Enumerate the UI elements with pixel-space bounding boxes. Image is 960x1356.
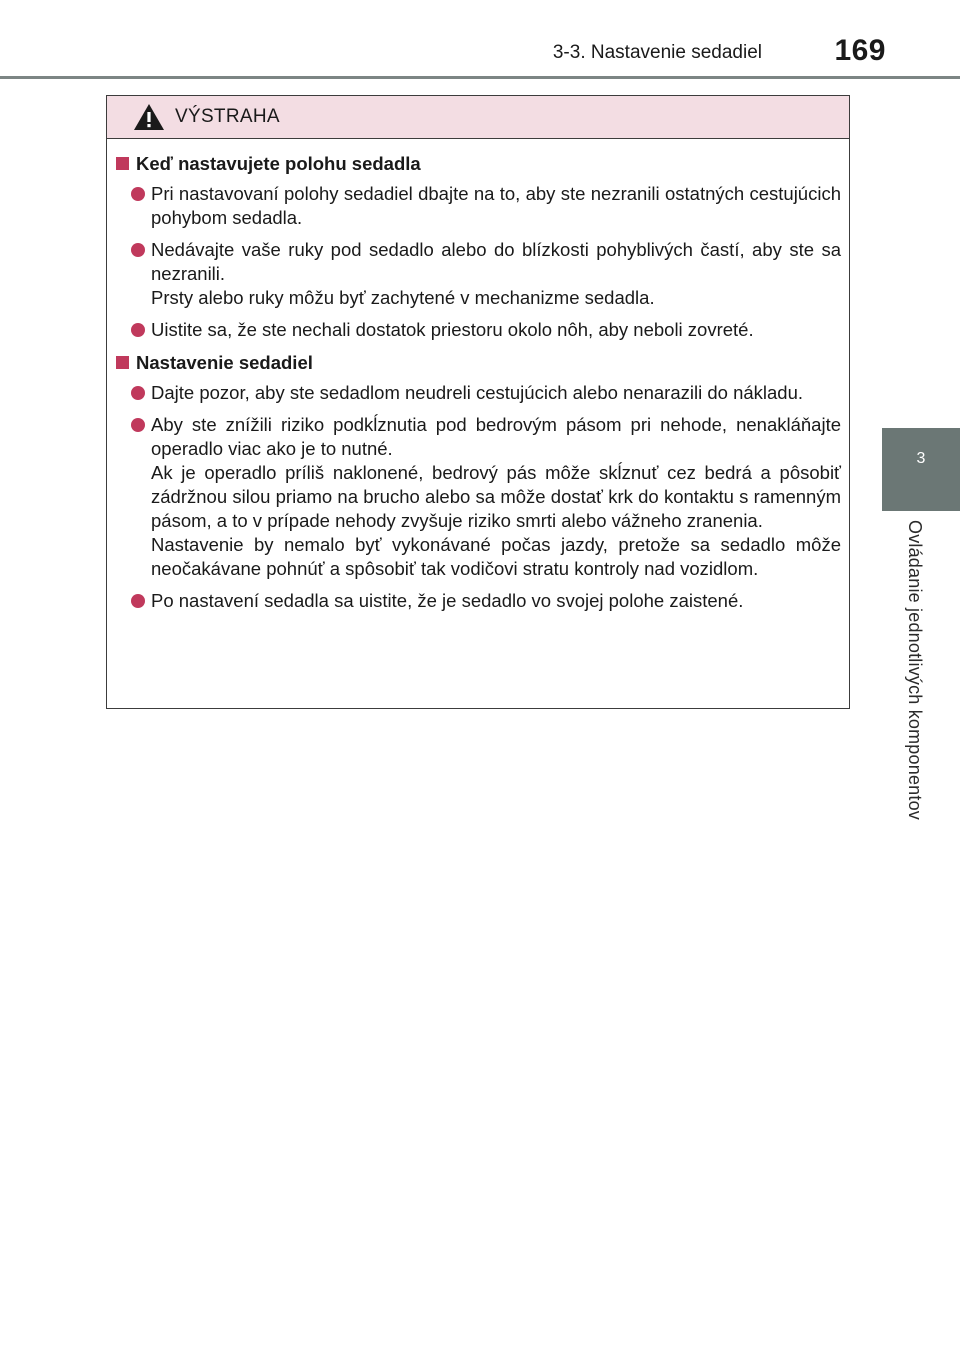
chapter-number: 3 xyxy=(916,450,926,467)
bullet-paragraph: Pri nastavovaní polohy sedadiel dbajte na to, aby ste nezranili ostatných cestujúcich pohybom sedadla. xyxy=(151,183,841,228)
warning-bullet-item xyxy=(114,589,841,613)
square-bullet-icon xyxy=(116,157,129,170)
bullet-paragraph: Nastavenie by nemalo byť vykonávané počas jazdy, pretože sa sedadlo môže neočakávane pohnúť a spôsobiť tak vodičovi stratu kontroly nad vozidlom. xyxy=(151,534,841,579)
warning-section-title xyxy=(114,151,841,176)
page-number: 169 xyxy=(834,34,886,67)
warning-title: VÝSTRAHA xyxy=(175,106,280,127)
chapter-tab[interactable] xyxy=(882,428,960,511)
bullet-paragraph: Uistite sa, že ste nechali dostatok priestoru okolo nôh, aby neboli zovreté. xyxy=(151,319,754,340)
chapter-title: Ovládanie jednotlivých komponentov xyxy=(905,520,925,820)
square-bullet-icon xyxy=(116,356,129,369)
bullet-paragraph: Prsty alebo ruky môžu byť zachytené v mechanizme sedadla. xyxy=(151,287,655,308)
warning-body xyxy=(107,139,849,613)
bullet-paragraph: Po nastavení sedadla sa uistite, že je sedadlo vo svojej polohe zaistené. xyxy=(151,590,744,611)
warning-triangle-icon xyxy=(133,103,165,131)
round-bullet-icon xyxy=(131,594,145,608)
round-bullet-icon xyxy=(131,386,145,400)
bullet-paragraph: Ak je operadlo príliš naklonené, bedrový pás môže skĺznuť cez bedrá a pôsobiť zádržnou silou priamo na brucho alebo sa môže dostať krk do kontaktu s ramenným pásom, a to v prípade nehody zvyšuje riziko smrti alebo vážneho zranenia. xyxy=(151,462,841,531)
bullet-paragraph: Nedávajte vaše ruky pod sedadlo alebo do blízkosti pohyblivých častí, aby ste sa nezranili. xyxy=(151,239,841,284)
round-bullet-icon xyxy=(131,187,145,201)
warning-bullet-item xyxy=(114,381,841,405)
round-bullet-icon xyxy=(131,243,145,257)
warning-bullet-item xyxy=(114,413,841,581)
warning-header xyxy=(107,96,849,139)
warning-bullet-item xyxy=(114,318,841,342)
section-title-text: Keď nastavujete polohu sedadla xyxy=(136,153,421,174)
header-divider xyxy=(0,76,960,79)
bullet-paragraph: Dajte pozor, aby ste sedadlom neudreli cestujúcich alebo nenarazili do nákladu. xyxy=(151,382,804,403)
bullet-paragraph: Aby ste znížili riziko podkĺznutia pod bedrovým pásom pri nehode, nenakláňajte operadlo viac ako je to nutné. xyxy=(151,414,841,459)
warning-section-title xyxy=(114,350,841,375)
section-heading: 3-3. Nastavenie sedadiel xyxy=(552,42,762,63)
warning-box xyxy=(106,95,850,709)
round-bullet-icon xyxy=(131,323,145,337)
warning-bullet-item xyxy=(114,182,841,230)
section-title-text: Nastavenie sedadiel xyxy=(136,352,313,373)
warning-bullet-item xyxy=(114,238,841,310)
round-bullet-icon xyxy=(131,418,145,432)
